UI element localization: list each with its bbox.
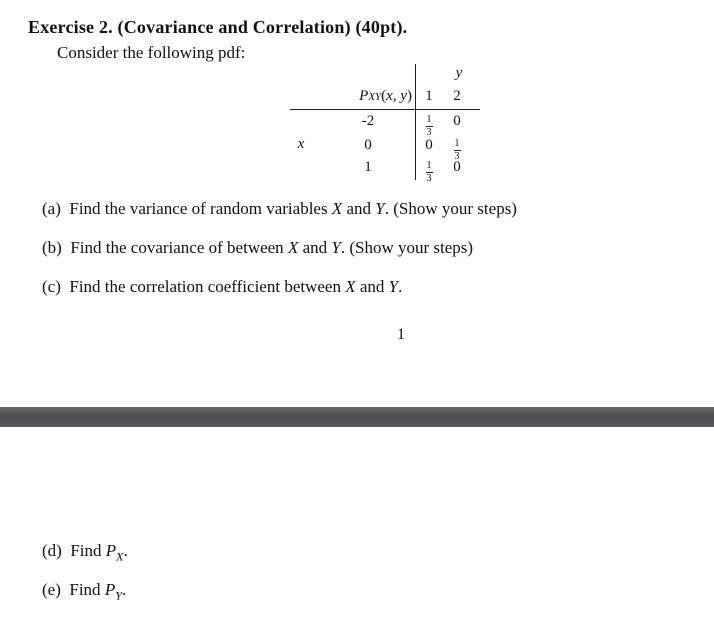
pdf-header-label: PXY(x, y) [359, 88, 412, 104]
page-2 [0, 427, 714, 618]
page-separator [0, 407, 714, 427]
pdf-table [290, 62, 480, 182]
y-value: 2 [453, 88, 461, 104]
question-b: (b) Find the covariance of between X and Y. (Show your steps) [42, 238, 474, 257]
page-number: 1 [397, 326, 405, 343]
y-axis-label: y [455, 65, 463, 81]
x-value: 0 [364, 137, 372, 153]
table-divider [290, 109, 480, 110]
pdf-cell: 0 [425, 137, 433, 153]
question-c: (c) Find the correlation coefficient between X and Y. [42, 277, 403, 296]
pdf-cell: $\frac{1}{3}$ [454, 138, 460, 162]
pdf-cell: $\frac{1}{3}$ [426, 114, 432, 138]
table-divider [415, 64, 416, 180]
question-e: (e) Find $P_Y$. [42, 580, 127, 603]
x-axis-label: x [297, 136, 305, 152]
question-d: (d) Find $P_X$. [42, 541, 128, 564]
pdf-cell: 0 [453, 113, 461, 129]
question-a: (a) Find the variance of random variables X and Y. (Show your steps) [42, 199, 517, 218]
exercise-intro: Consider the following pdf: [57, 43, 246, 62]
x-value: 1 [364, 159, 372, 175]
x-value: -2 [361, 113, 375, 129]
y-value: 1 [425, 88, 433, 104]
pdf-cell: 0 [453, 159, 461, 175]
exercise-title: Exercise 2. (Covariance and Correlation) (40pt). [28, 17, 408, 37]
pdf-cell: $\frac{1}{3}$ [426, 160, 432, 184]
